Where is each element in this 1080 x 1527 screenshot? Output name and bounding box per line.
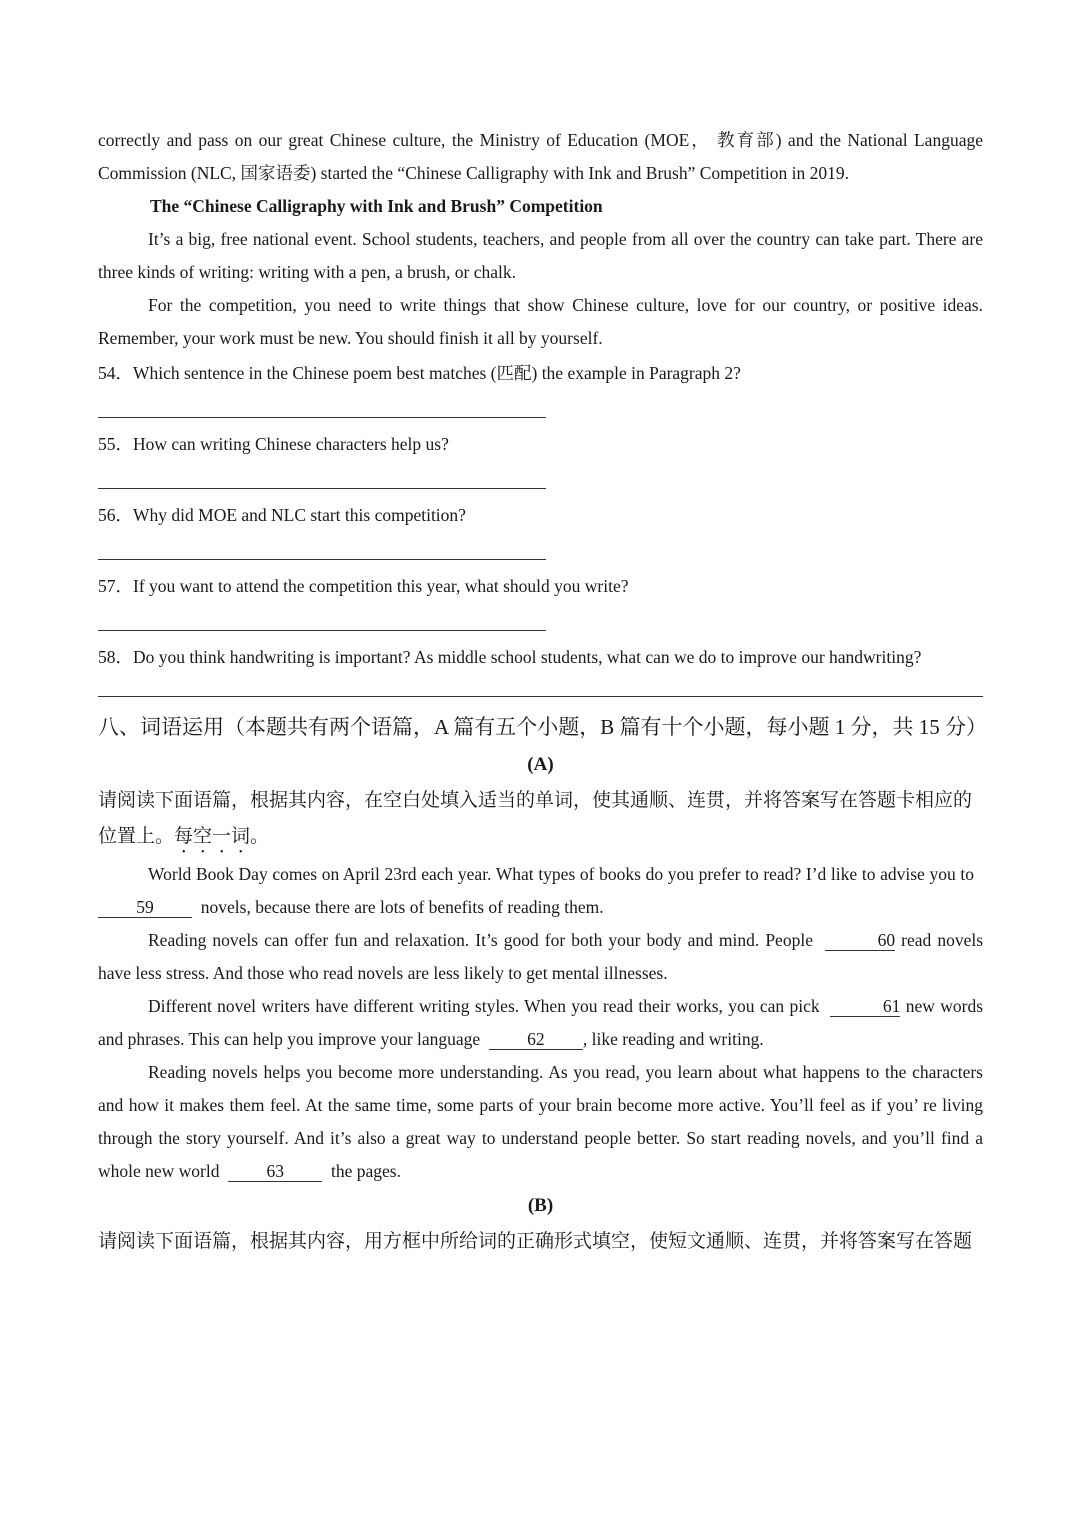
section-8-title: 八、词语运用（本题共有两个语篇，A 篇有五个小题，B 篇有十个小题，每小题 1 分，共 15 分） [98, 715, 988, 739]
question-number: 54． [98, 363, 133, 383]
page-content [98, 124, 988, 1260]
passage-a-paragraph-1 [98, 858, 983, 924]
question-number: 56． [98, 505, 133, 525]
blank-61[interactable]: 61 [830, 996, 900, 1017]
blank-62[interactable]: 62 [489, 1029, 583, 1050]
part-a-instruction [98, 783, 983, 858]
passage-a-paragraph-3 [98, 990, 983, 1056]
question-text: If you want to attend the competition this year, what should you write? [133, 576, 629, 596]
competition-paragraph-1: It’s a big, free national event. School students, teachers, and people from all over the country can take part. There are three kinds of writing: writing with a pen, a brush, or chalk. [98, 229, 983, 282]
question-58 [98, 641, 983, 697]
text: World Book Day comes on April 23rd each year. What types of books do you prefer to read? I’d like to advise you to [148, 864, 974, 884]
emphasis-text: 每空一词 [174, 826, 251, 847]
answer-line-58[interactable] [98, 696, 983, 697]
competition-heading: The “Chinese Calligraphy with Ink and Brush” Competition [150, 196, 603, 216]
text: read novels have less stress. And those who read novels are less likely to get mental illnesses. [98, 930, 984, 983]
text: Reading novels can offer fun and relaxation. It’s good for both your body and mind. People [148, 930, 813, 950]
question-text: Why did MOE and NLC start this competition? [133, 505, 466, 525]
question-number: 57． [98, 576, 133, 596]
text: Different novel writers have different writing styles. When you read their works, you can pick [148, 996, 820, 1016]
passage-a-paragraph-2 [98, 924, 983, 990]
blank-59[interactable]: 59 [98, 897, 192, 918]
question-text: Which sentence in the Chinese poem best matches (匹配) the example in Paragraph 2? [133, 363, 741, 383]
question-number: 55． [98, 434, 133, 454]
question-57 [98, 570, 983, 631]
answer-line-56[interactable] [98, 559, 546, 560]
question-55 [98, 428, 983, 489]
text: Reading novels helps you become more understanding. As you read, you learn about what happens to the characters and how it makes them feel. At the same time, some parts of your brain become more active. You’ll feel as if you’ re living through the story yourself. And it’s also a great way to understand people better. So start reading novels, and you’ll find a whole new world [98, 1062, 983, 1181]
blank-63[interactable]: 63 [228, 1161, 322, 1182]
passage-a-paragraph-4 [98, 1056, 983, 1188]
text: , like reading and writing. [582, 1029, 764, 1049]
instruction-text: 请阅读下面语篇，根据其内容，在空白处填入适当的单词，使其通顺、连贯，并将答案写在答题卡相应的位置上。 [98, 790, 973, 847]
question-text: Do you think handwriting is important? As middle school students, what can we do to improve our handwriting? [133, 647, 922, 667]
answer-line-54[interactable] [98, 417, 546, 418]
question-54 [98, 357, 983, 418]
blank-60[interactable]: 60 [825, 930, 895, 951]
text: new words and phrases. This can help you improve your language [98, 996, 983, 1049]
competition-paragraph-2: For the competition, you need to write things that show Chinese culture, love for our country, or positive ideas. Remember, your work must be new. You should finish it all by yourself. [98, 295, 983, 348]
part-b-label: (B) [527, 1195, 554, 1216]
part-b-instruction: 请阅读下面语篇，根据其内容，用方框中所给词的正确形式填空，使短文通顺、连贯，并将答案写在答题 [98, 1231, 973, 1252]
text: the pages. [331, 1161, 401, 1181]
answer-line-57[interactable] [98, 630, 546, 631]
intro-paragraph: correctly and pass on our great Chinese culture, the Ministry of Education (MOE， 教育部) and the National Language Commission (NLC, 国家语委) started the “Chinese Calligraphy with Ink and Brush” Competition in 2019. [98, 130, 983, 183]
instruction-end: 。 [250, 826, 270, 847]
answer-line-55[interactable] [98, 488, 546, 489]
question-number: 58． [98, 647, 133, 667]
question-56 [98, 499, 983, 560]
text: novels, because there are lots of benefits of reading them. [200, 897, 604, 917]
part-a-label: (A) [527, 754, 554, 775]
question-text: How can writing Chinese characters help us? [133, 434, 449, 454]
